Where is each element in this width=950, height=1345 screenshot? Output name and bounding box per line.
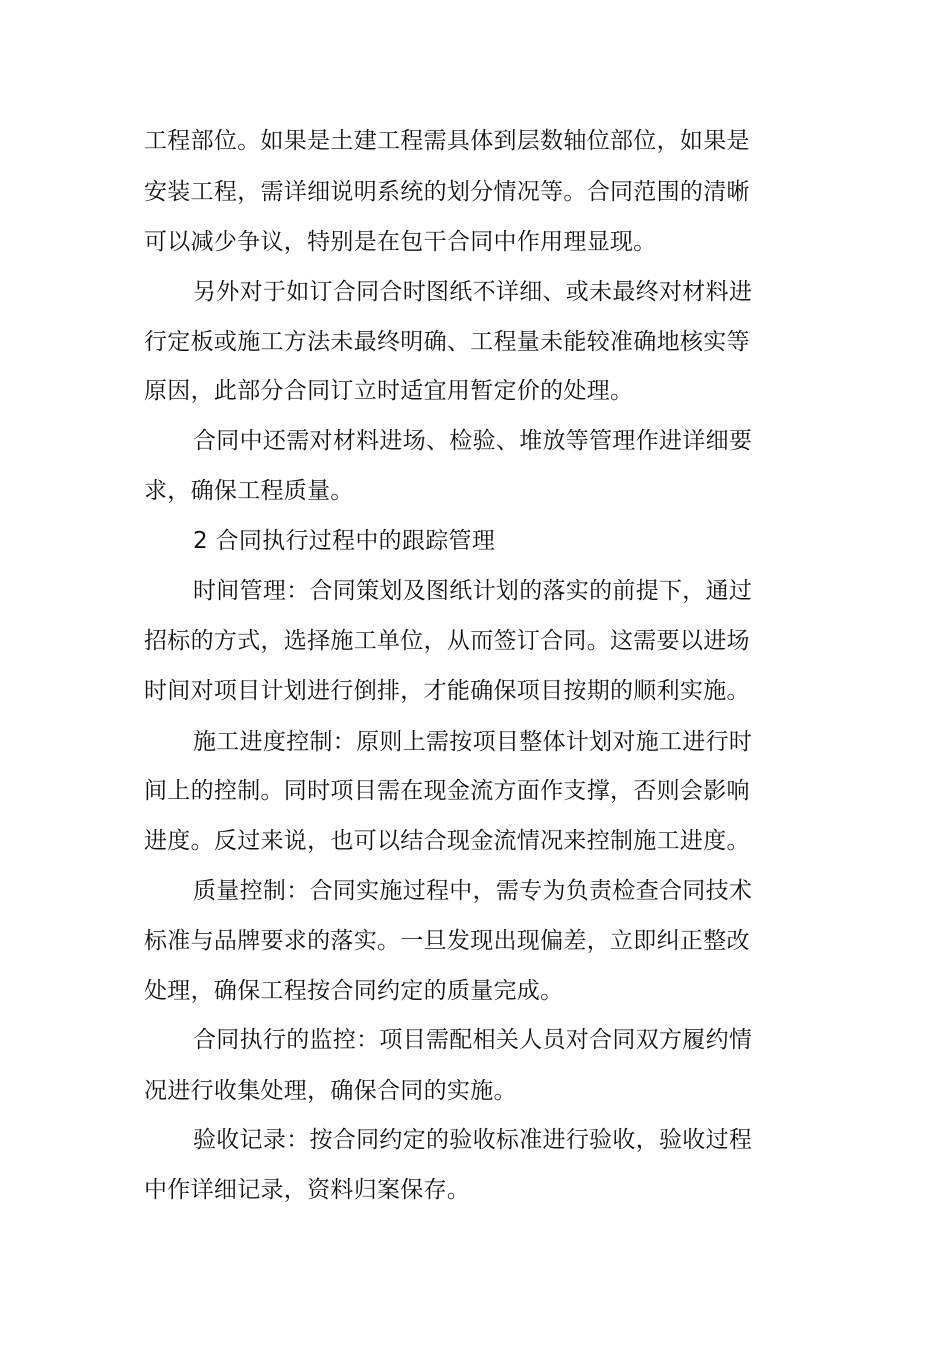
text-line: 进度。反过来说，也可以结合现金流情况来控制施工进度。: [144, 828, 750, 854]
text-line: 中作详细记录，资料归案保存。: [144, 1177, 471, 1203]
paragraph-first-line: 合同中还需对材料进场、检验、堆放等管理作进详细要: [193, 428, 753, 454]
text-line: 时间对项目计划进行倒排，才能确保项目按期的顺利实施。: [144, 678, 750, 704]
paragraph-first-line: 合同执行的监控：项目需配相关人员对合同双方履约情: [193, 1027, 753, 1053]
text-line: 可以减少争议，特别是在包干合同中作用理显现。: [144, 229, 657, 255]
text-line: 标准与品牌要求的落实。一旦发现出现偏差，立即纠正整改: [144, 928, 750, 954]
paragraph-first-line: 施工进度控制：原则上需按项目整体计划对施工进行时: [193, 729, 753, 755]
paragraph-first-line: 另外对于如订合同合时图纸不详细、或未最终对材料进: [193, 279, 753, 305]
paragraph-first-line: 质量控制：合同实施过程中，需专为负责检查合同技术: [193, 878, 753, 904]
text-line: 安装工程，需详细说明系统的划分情况等。合同范围的清晰: [144, 179, 750, 205]
text-line: 招标的方式，选择施工单位，从而签订合同。这需要以进场: [144, 628, 750, 654]
section-heading: 2 合同执行过程中的跟踪管理: [193, 528, 496, 554]
paragraph-first-line: 验收记录：按合同约定的验收标准进行验收，验收过程: [193, 1127, 753, 1153]
text-line: 求，确保工程质量。: [144, 478, 354, 504]
text-line: 间上的控制。同时项目需在现金流方面作支撑，否则会影响: [144, 778, 750, 804]
text-line: 处理，确保工程按合同约定的质量完成。: [144, 978, 564, 1004]
paragraph-first-line: 时间管理：合同策划及图纸计划的落实的前提下，通过: [193, 578, 753, 604]
text-line: 工程部位。如果是土建工程需具体到层数轴位部位，如果是: [144, 128, 750, 154]
text-line: 行定板或施工方法未最终明确、工程量未能较准确地核实等: [144, 329, 750, 355]
text-line: 原因，此部分合同订立时适宜用暂定价的处理。: [144, 378, 634, 404]
text-line: 况进行收集处理，确保合同的实施。: [144, 1078, 517, 1104]
